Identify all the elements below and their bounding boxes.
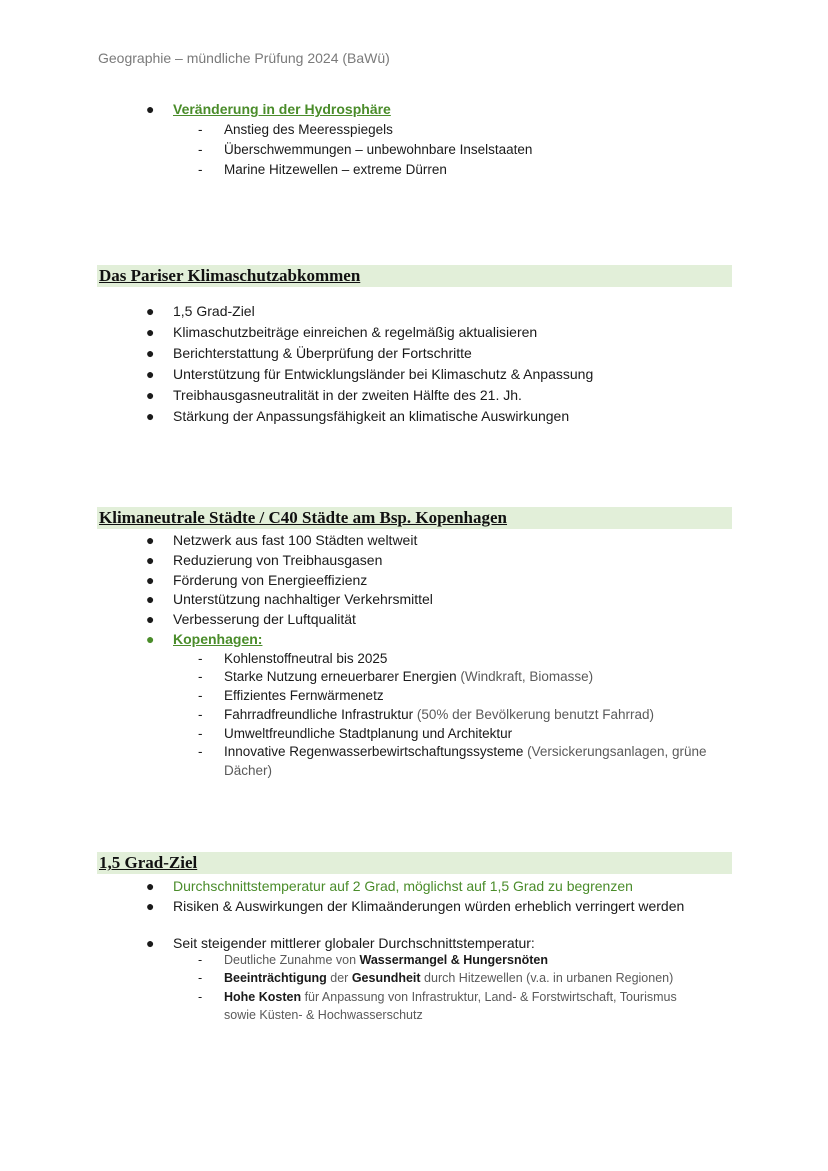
hydro-title: Veränderung in der Hydrosphäre [173,101,391,117]
section-heading-grad: 1,5 Grad-Ziel [97,852,732,874]
section-heading-paris: Das Pariser Klimaschutzabkommen [97,265,732,287]
bullet-icon: ● [146,101,155,117]
section-heading-c40: Klimaneutrale Städte / C40 Städte am Bsp. Kopenhagen [97,507,732,529]
page-header: Geographie – mündliche Prüfung 2024 (BaWü) [98,50,390,66]
